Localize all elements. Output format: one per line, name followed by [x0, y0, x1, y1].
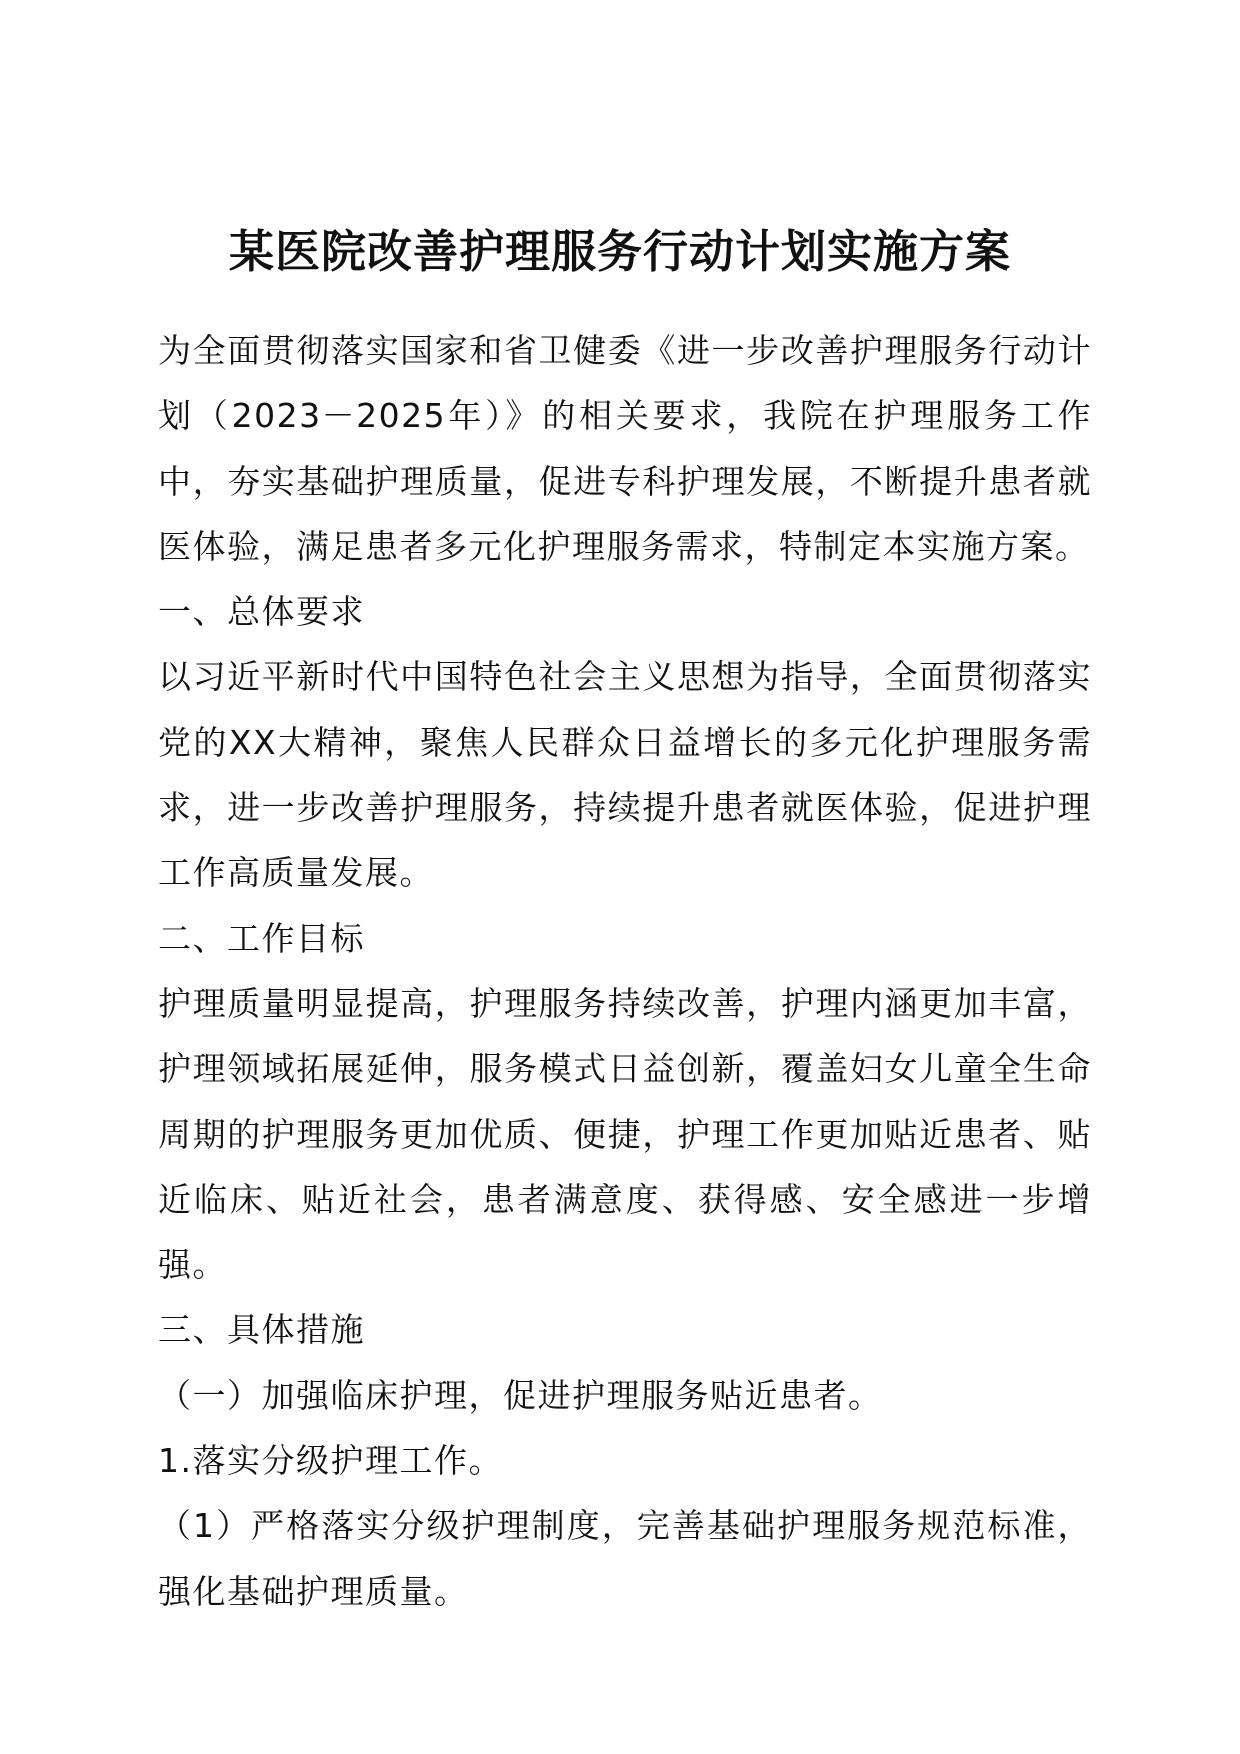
intro-paragraph: 为全面贯彻落实国家和省卫健委《进一步改善护理服务行动计划（2023－2025年）》的相关要求，我院在护理服务工作中，夯实基础护理质量，促进专科护理发展，不断提升患者就医体验，满足患者多元化护理服务需求，特制定本实施方案。 [158, 331, 1092, 566]
item-heading-graded-nursing: 1.落实分级护理工作。 [158, 1441, 503, 1481]
section-heading-work-goals: 二、工作目标 [158, 918, 365, 958]
document-title: 某医院改善护理服务行动计划实施方案 [228, 225, 1011, 278]
work-goals-paragraph: 护理质量明显提高，护理服务持续改善，护理内涵更加丰富，护理领域拓展延伸，服务模式日益创新，覆盖妇女儿童全生命周期的护理服务更加优质、便捷，护理工作更加贴近患者、贴近临床、贴近社会，患者满意度、获得感、安全感进一步增强。 [158, 983, 1092, 1285]
subsection-heading-clinical-nursing: （一）加强临床护理，促进护理服务贴近患者。 [158, 1375, 883, 1415]
item-paragraph-graded-nursing-system: （1）严格落实分级护理制度，完善基础护理服务规范标准，强化基础护理质量。 [158, 1506, 1092, 1611]
document-body [158, 318, 1092, 1624]
section-heading-general-requirements: 一、总体要求 [158, 592, 365, 632]
section-heading-specific-measures: 三、具体措施 [158, 1310, 365, 1350]
general-requirements-paragraph: 以习近平新时代中国特色社会主义思想为指导，全面贯彻落实党的XX大精神，聚焦人民群众日益增长的多元化护理服务需求，进一步改善护理服务，持续提升患者就医体验，促进护理工作高质量发展。 [158, 657, 1092, 893]
